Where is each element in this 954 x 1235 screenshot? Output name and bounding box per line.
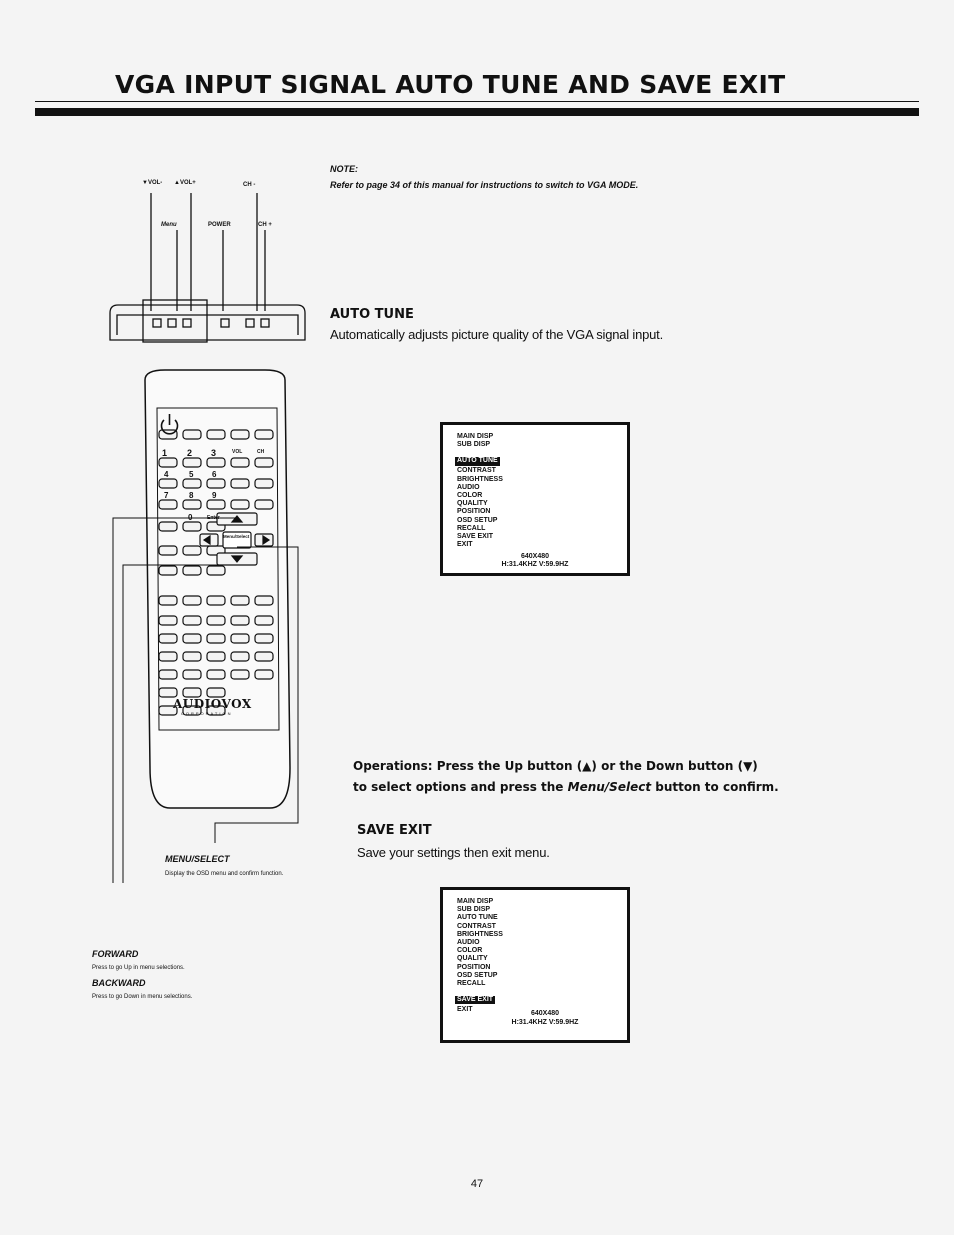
osd-screen-auto-tune bbox=[440, 422, 630, 576]
osd-item: AUDIO bbox=[457, 939, 480, 947]
osd-frequency: H:31.4KHZ V:59.9HZ bbox=[511, 1019, 579, 1026]
osd-screen-save-exit bbox=[440, 887, 630, 1043]
remote-button bbox=[231, 430, 249, 439]
osd-menu-list bbox=[455, 898, 505, 1014]
osd-item: SUB DISP bbox=[457, 441, 491, 449]
auto-tune-text: Automatically adjusts picture quality of the VGA signal input. bbox=[330, 327, 664, 342]
remote-key-9: 9 bbox=[212, 491, 217, 500]
osd-item: RECALL bbox=[457, 524, 486, 532]
remote-brand-sub: CORPORATION bbox=[181, 711, 233, 716]
osd-item: AUTO TUNE bbox=[457, 914, 498, 922]
remote-key-8: 8 bbox=[189, 491, 194, 500]
operations-line-1: Operations: Press the Up button (▲) or the Down button (▼) bbox=[353, 759, 758, 773]
osd-item: SAVE EXIT bbox=[457, 533, 494, 541]
remote-button bbox=[231, 670, 249, 679]
backward-caption-title: BACKWARD bbox=[92, 978, 146, 988]
osd-menu-list bbox=[455, 433, 505, 549]
operations-line-2-post: button to confirm. bbox=[651, 780, 779, 794]
remote-button bbox=[207, 479, 225, 488]
remote-button bbox=[183, 688, 201, 697]
osd-item-selected: AUTO TUNE bbox=[457, 457, 498, 465]
remote-button bbox=[231, 596, 249, 605]
remote-button bbox=[255, 652, 273, 661]
osd-item: OSD SETUP bbox=[457, 516, 498, 524]
remote-key-2: 2 bbox=[187, 448, 193, 458]
remote-key-6: 6 bbox=[212, 470, 217, 479]
remote-button bbox=[207, 430, 225, 439]
osd-item: BRIGHTNESS bbox=[457, 930, 503, 938]
remote-button bbox=[183, 596, 201, 605]
remote-button bbox=[183, 479, 201, 488]
remote-button bbox=[159, 652, 177, 661]
title-rule-thick bbox=[35, 108, 919, 116]
operations-text bbox=[353, 756, 779, 798]
remote-label-ch: CH bbox=[257, 449, 265, 455]
osd-item: CONTRAST bbox=[457, 467, 496, 475]
label-menu: Menu bbox=[161, 222, 177, 228]
remote-button bbox=[159, 616, 177, 625]
osd-resolution: 640X480 bbox=[520, 553, 550, 560]
remote-button bbox=[231, 616, 249, 625]
operations-line-2-italic: Menu/Select bbox=[567, 780, 652, 794]
remote-button bbox=[207, 500, 225, 509]
remote-button bbox=[207, 596, 225, 605]
remote-button bbox=[255, 479, 273, 488]
remote-label-enter: Enter bbox=[207, 515, 220, 521]
remote-button bbox=[207, 566, 225, 575]
remote-button bbox=[183, 670, 201, 679]
label-ch-down: CH - bbox=[243, 182, 256, 188]
remote-button bbox=[207, 652, 225, 661]
remote-button bbox=[183, 566, 201, 575]
auto-tune-heading: AUTO TUNE bbox=[330, 307, 414, 322]
remote-button bbox=[183, 430, 201, 439]
save-exit-heading: SAVE EXIT bbox=[357, 823, 432, 838]
remote-button bbox=[159, 458, 177, 467]
osd-resolution: 640X480 bbox=[530, 1010, 560, 1017]
osd-item: SUB DISP bbox=[457, 906, 491, 914]
remote-button bbox=[159, 500, 177, 509]
operations-line-2 bbox=[353, 777, 779, 798]
osd-item: POSITION bbox=[457, 963, 491, 971]
remote-button bbox=[231, 458, 249, 467]
remote-button bbox=[231, 634, 249, 643]
remote-button bbox=[231, 652, 249, 661]
backward-caption-text: Press to go Down in menu selections. bbox=[92, 994, 193, 1000]
remote-key-7: 7 bbox=[164, 491, 169, 500]
label-vol-down: ▼VOL- bbox=[142, 180, 163, 186]
menu-select-caption-text: Display the OSD menu and confirm function. bbox=[165, 871, 284, 877]
remote-brand: AUDIOVOX bbox=[173, 697, 252, 711]
operations-line-2-pre: to select options and press the bbox=[353, 780, 568, 794]
osd-item: MAIN DISP bbox=[457, 898, 494, 905]
label-vol-up: ▲VOL+ bbox=[174, 180, 196, 186]
remote-button bbox=[207, 458, 225, 467]
osd-item: EXIT bbox=[457, 541, 473, 549]
label-power: POWER bbox=[208, 222, 231, 228]
remote-button bbox=[255, 670, 273, 679]
remote-button bbox=[231, 500, 249, 509]
osd-item: EXIT bbox=[457, 1006, 473, 1014]
save-exit-text: Save your settings then exit menu. bbox=[357, 845, 550, 860]
remote-button bbox=[207, 616, 225, 625]
remote-button bbox=[159, 670, 177, 679]
remote-button bbox=[159, 566, 177, 575]
note-title: NOTE: bbox=[330, 164, 358, 174]
remote-button bbox=[207, 634, 225, 643]
remote-button bbox=[207, 688, 225, 697]
remote-button bbox=[183, 458, 201, 467]
osd-item: QUALITY bbox=[457, 500, 488, 508]
remote-button bbox=[183, 546, 201, 555]
remote-button bbox=[159, 546, 177, 555]
osd-item: QUALITY bbox=[457, 955, 488, 963]
remote-label-vol: VOL bbox=[232, 449, 243, 455]
remote-key-5: 5 bbox=[189, 470, 194, 479]
osd-item: OSD SETUP bbox=[457, 971, 498, 979]
remote-button bbox=[207, 670, 225, 679]
remote-button bbox=[183, 522, 201, 531]
note-text: Refer to page 34 of this manual for instructions to switch to VGA MODE. bbox=[330, 180, 639, 190]
remote-button bbox=[255, 458, 273, 467]
osd-item: COLOR bbox=[457, 492, 483, 500]
remote-button bbox=[159, 688, 177, 697]
label-ch-up: CH + bbox=[258, 222, 272, 228]
remote-button bbox=[183, 652, 201, 661]
remote-button bbox=[255, 596, 273, 605]
remote-control-diagram bbox=[105, 368, 305, 883]
remote-button bbox=[159, 479, 177, 488]
remote-key-4: 4 bbox=[164, 470, 169, 479]
osd-item: COLOR bbox=[457, 947, 483, 955]
remote-button bbox=[183, 500, 201, 509]
osd-item: CONTRAST bbox=[457, 922, 496, 930]
remote-button bbox=[159, 522, 177, 531]
osd-item: RECALL bbox=[457, 980, 486, 988]
remote-key-0: 0 bbox=[188, 513, 193, 522]
title-rule-thin bbox=[35, 101, 919, 102]
page-number: 47 bbox=[470, 1178, 484, 1190]
remote-button bbox=[255, 616, 273, 625]
forward-caption-title: FORWARD bbox=[92, 949, 139, 959]
remote-button bbox=[183, 634, 201, 643]
remote-button bbox=[183, 616, 201, 625]
remote-button bbox=[255, 634, 273, 643]
osd-item: BRIGHTNESS bbox=[457, 475, 503, 483]
front-panel-diagram bbox=[105, 185, 310, 350]
osd-item: MAIN DISP bbox=[457, 433, 494, 440]
remote-button bbox=[159, 596, 177, 605]
osd-item: POSITION bbox=[457, 508, 491, 516]
remote-key-1: 1 bbox=[162, 448, 168, 458]
menu-select-caption-title: MENU/SELECT bbox=[165, 854, 230, 864]
page-title: VGA INPUT SIGNAL AUTO TUNE AND SAVE EXIT bbox=[115, 70, 786, 99]
forward-caption-text: Press to go Up in menu selections. bbox=[92, 965, 185, 971]
osd-item: AUDIO bbox=[457, 483, 480, 491]
remote-button bbox=[255, 500, 273, 509]
remote-menu-select-label: Menu/Select bbox=[223, 534, 250, 539]
remote-key-3: 3 bbox=[211, 448, 217, 458]
remote-button bbox=[231, 479, 249, 488]
remote-button bbox=[255, 430, 273, 439]
osd-item-selected: SAVE EXIT bbox=[457, 996, 494, 1004]
remote-button bbox=[159, 634, 177, 643]
osd-frequency: H:31.4KHZ V:59.9HZ bbox=[501, 561, 569, 568]
